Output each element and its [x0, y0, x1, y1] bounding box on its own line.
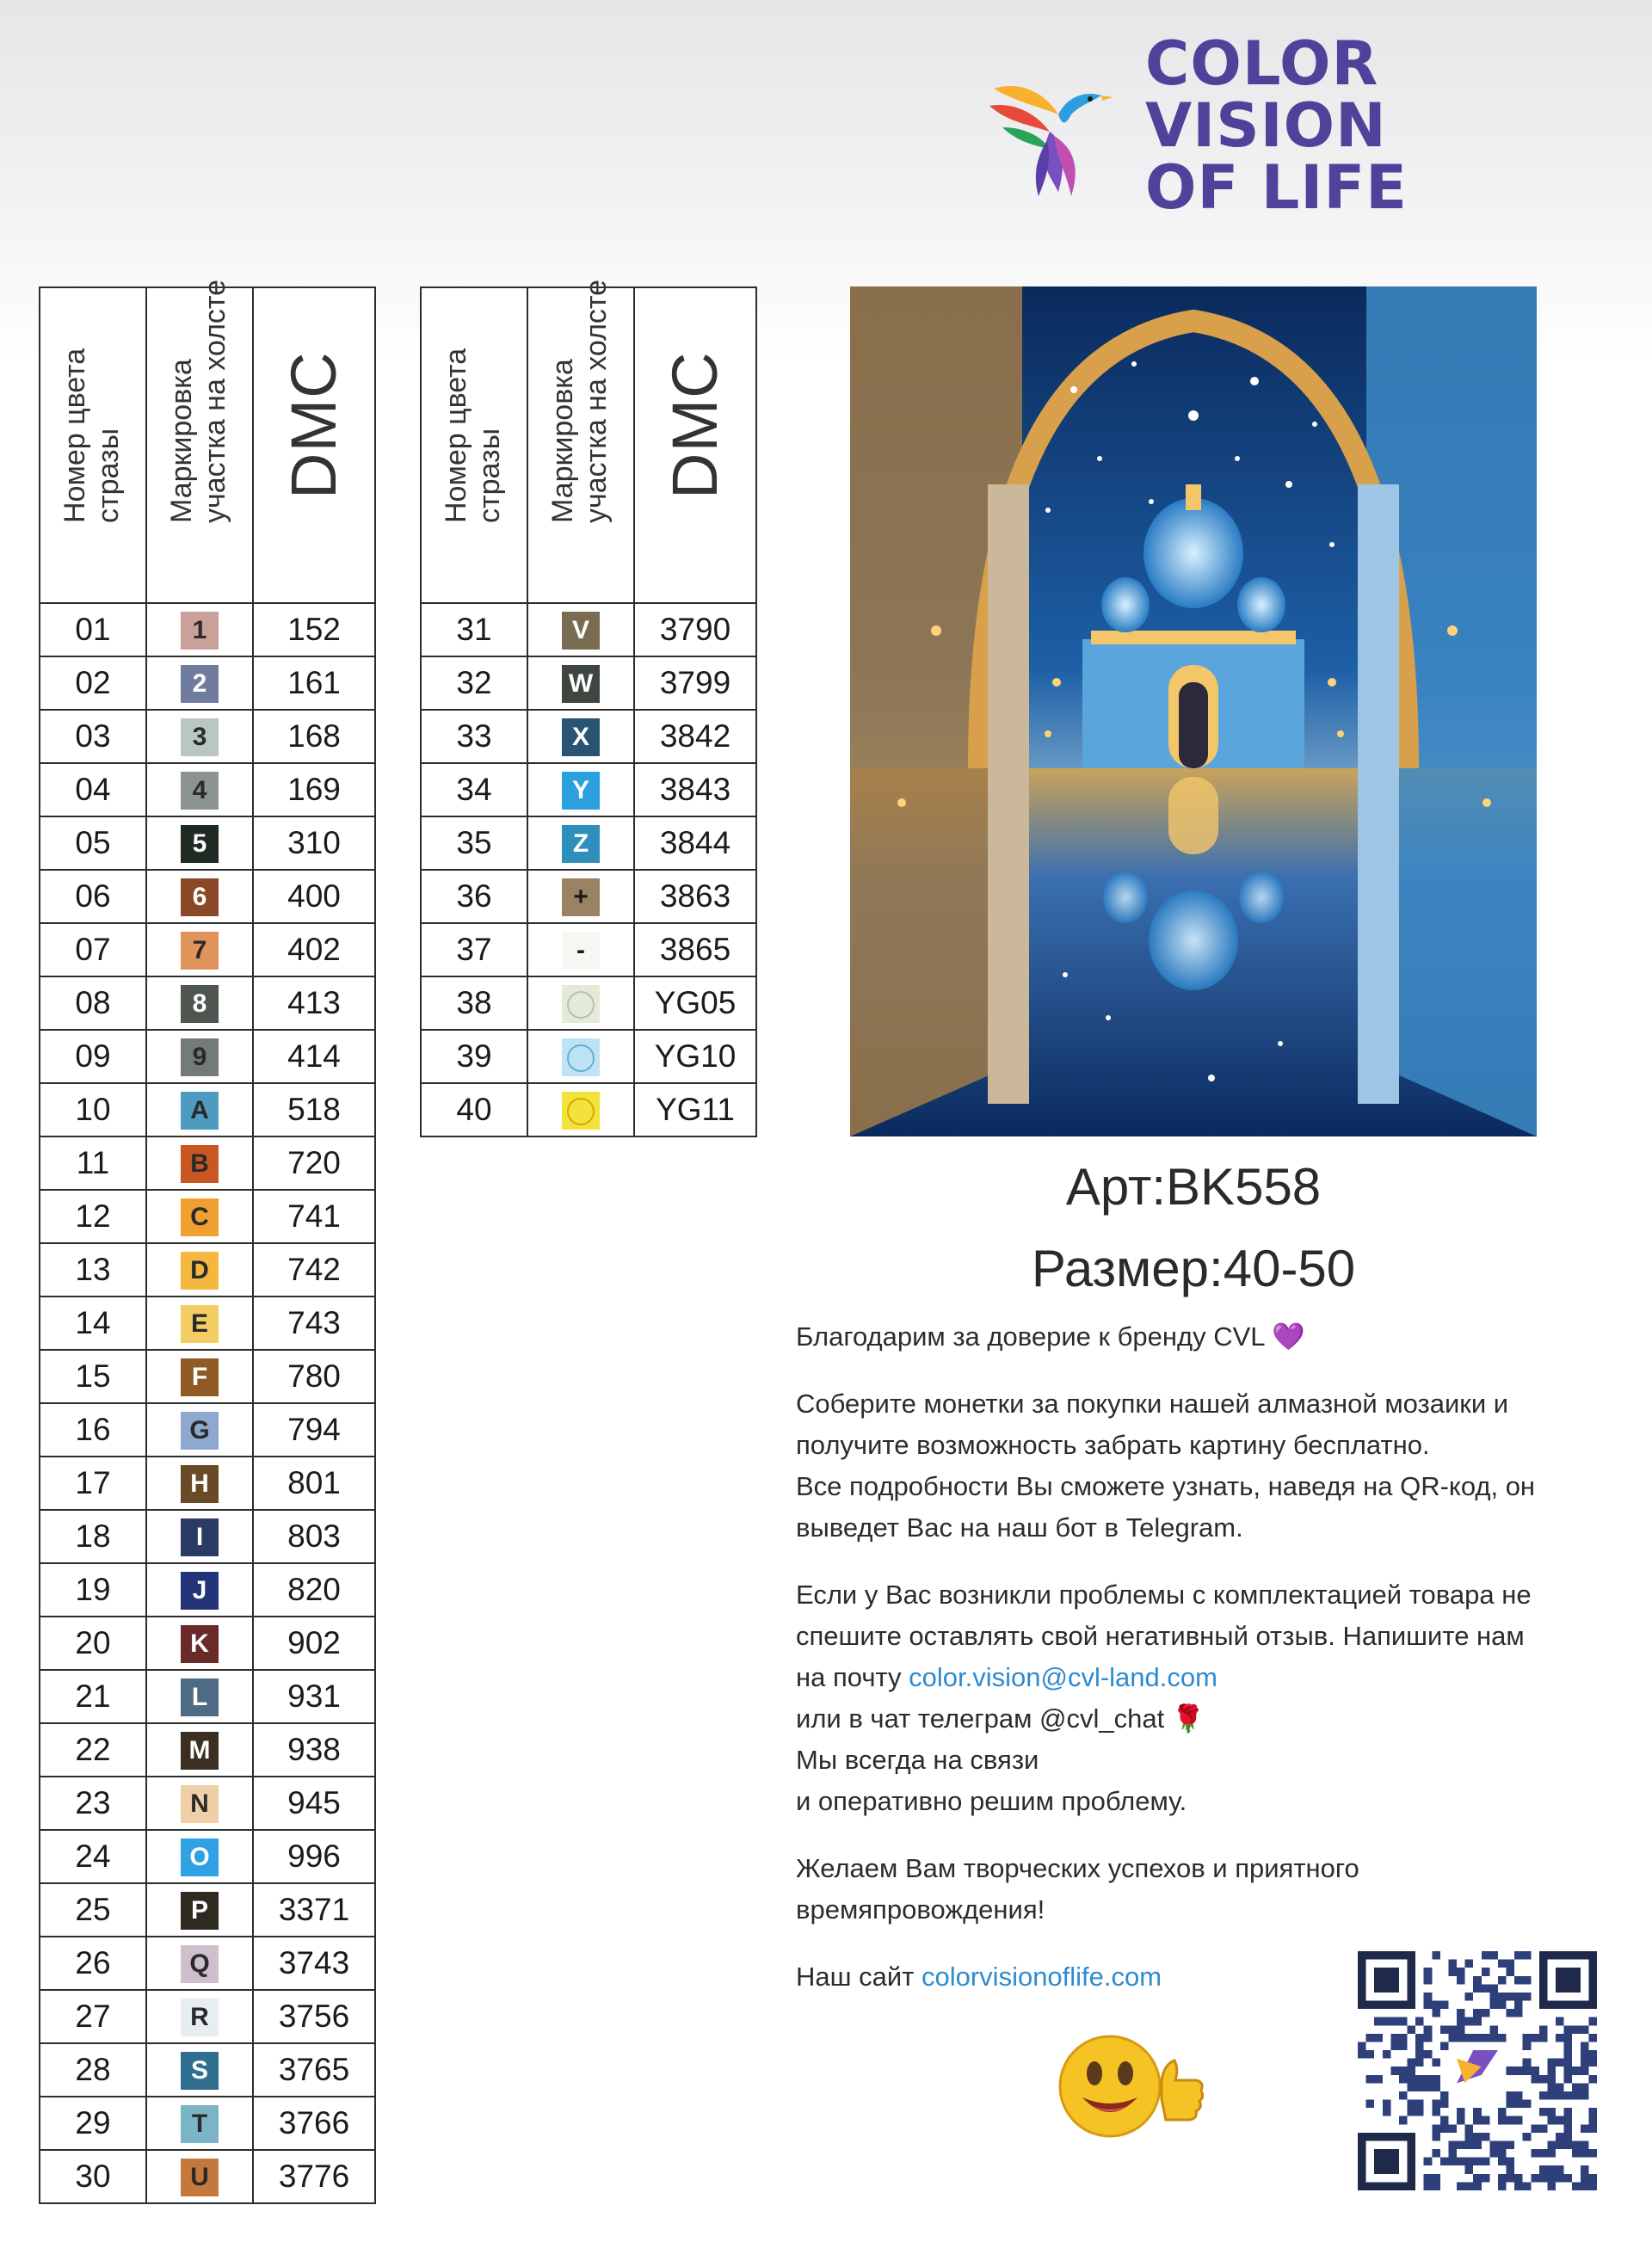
table-row	[40, 870, 375, 923]
color-number: 10	[40, 1083, 146, 1136]
table-row	[40, 1883, 375, 1937]
email-prefix: на почту	[796, 1662, 909, 1692]
color-swatch: D	[181, 1252, 219, 1290]
color-mark-cell	[146, 1883, 253, 1937]
color-number: 17	[40, 1457, 146, 1510]
color-number: 05	[40, 816, 146, 870]
header-mark-line2: участка на холсте	[580, 279, 613, 523]
dmc-code: 801	[253, 1457, 375, 1510]
problem-line-2: спешите оставлять свой негативный отзыв. Напишите нам	[796, 1621, 1525, 1651]
table-row	[40, 1350, 375, 1403]
color-mark-cell	[146, 1670, 253, 1723]
table-row	[421, 710, 756, 763]
dmc-code: YG05	[634, 976, 756, 1030]
color-number: 26	[40, 1937, 146, 1990]
color-swatch: 5	[181, 825, 219, 863]
dmc-code: YG11	[634, 1083, 756, 1136]
table-row	[40, 1083, 375, 1136]
color-mark-cell	[527, 1030, 634, 1083]
brand-line-2: VISION	[1145, 90, 1387, 161]
table-row	[40, 1403, 375, 1457]
color-swatch: -	[562, 932, 600, 970]
color-mark-cell	[146, 2043, 253, 2097]
table-row	[40, 1937, 375, 1990]
color-number: 12	[40, 1190, 146, 1243]
site-link[interactable]: colorvisionoflife.com	[921, 1962, 1162, 1992]
color-swatch: A	[181, 1092, 219, 1130]
dmc-code: 931	[253, 1670, 375, 1723]
color-mark-cell	[527, 710, 634, 763]
color-number: 32	[421, 656, 527, 710]
color-mark-cell	[527, 1083, 634, 1136]
table-row	[40, 1510, 375, 1563]
problem-line-6: и оперативно решим проблему.	[796, 1786, 1187, 1816]
coins-line-1: Соберите монетки за покупки нашей алмазной мозаики и	[796, 1389, 1509, 1419]
color-number: 25	[40, 1883, 146, 1937]
wish-paragraph	[796, 1848, 1605, 1931]
table-row	[421, 603, 756, 656]
table-row	[40, 1136, 375, 1190]
dmc-code: 152	[253, 603, 375, 656]
color-mark-cell	[146, 870, 253, 923]
color-swatch: Y	[562, 772, 600, 810]
color-mark-cell	[146, 1563, 253, 1617]
color-swatch: H	[181, 1465, 219, 1503]
table-row	[40, 710, 375, 763]
color-swatch: L	[181, 1678, 219, 1716]
dmc-code: 169	[253, 763, 375, 816]
color-swatch	[562, 985, 600, 1023]
color-number: 22	[40, 1723, 146, 1777]
dmc-code: 945	[253, 1777, 375, 1830]
circle-symbol-icon	[567, 1044, 595, 1072]
color-number: 24	[40, 1830, 146, 1883]
color-swatch: 8	[181, 985, 219, 1023]
telegram-chat-text: или в чат телеграм @cvl_chat	[796, 1703, 1165, 1734]
problem-line-1: Если у Вас возникли проблемы с комплектацией товара не	[796, 1580, 1532, 1610]
color-swatch: 6	[181, 878, 219, 916]
dmc-code: 3766	[253, 2097, 375, 2150]
smiley-thumbs-up-icon	[1058, 2030, 1213, 2142]
color-swatch: N	[181, 1785, 219, 1823]
color-number: 19	[40, 1563, 146, 1617]
color-mark-cell	[146, 1297, 253, 1350]
circle-symbol-icon	[567, 991, 595, 1019]
color-swatch: Q	[181, 1945, 219, 1983]
color-mark-cell	[527, 923, 634, 976]
color-table-right	[420, 279, 757, 1137]
header-number-line2: стразы	[92, 428, 125, 523]
color-number: 30	[40, 2150, 146, 2203]
color-swatch	[562, 1038, 600, 1076]
table-row	[40, 2097, 375, 2150]
color-swatch: J	[181, 1572, 219, 1610]
dmc-code: 168	[253, 710, 375, 763]
rose-icon: 🌹	[1171, 1703, 1205, 1734]
site-prefix: Наш сайт	[796, 1962, 922, 1992]
color-mark-cell	[146, 1350, 253, 1403]
color-number: 23	[40, 1777, 146, 1830]
color-mark-cell	[146, 1510, 253, 1563]
color-swatch: M	[181, 1732, 219, 1770]
color-mark-cell	[146, 1030, 253, 1083]
dmc-code: 3743	[253, 1937, 375, 1990]
dmc-code: 310	[253, 816, 375, 870]
color-swatch: I	[181, 1518, 219, 1556]
color-number: 36	[421, 870, 527, 923]
coins-line-3: Все подробности Вы сможете узнать, наведя на QR-код, он	[796, 1471, 1536, 1501]
color-number: 29	[40, 2097, 146, 2150]
header-number	[40, 287, 146, 603]
coins-line-2: получите возможность забрать картину бесплатно.	[796, 1430, 1430, 1460]
table-row	[40, 603, 375, 656]
dmc-code: 794	[253, 1403, 375, 1457]
color-mark-cell	[527, 763, 634, 816]
dmc-code: 780	[253, 1350, 375, 1403]
color-number: 27	[40, 1990, 146, 2043]
table-row	[421, 1083, 756, 1136]
table-row	[40, 2043, 375, 2097]
wish-line-1: Желаем Вам творческих успехов и приятного	[796, 1853, 1359, 1883]
color-number: 08	[40, 976, 146, 1030]
color-swatch: 7	[181, 932, 219, 970]
dmc-code: 518	[253, 1083, 375, 1136]
table-row	[40, 1670, 375, 1723]
dmc-code: 3842	[634, 710, 756, 763]
color-table-left	[39, 279, 376, 2204]
table-row	[40, 656, 375, 710]
color-number: 15	[40, 1350, 146, 1403]
header-mark	[527, 279, 634, 603]
color-mark-cell	[146, 1457, 253, 1510]
color-swatch	[562, 1092, 600, 1130]
header-number	[421, 287, 527, 603]
info-text	[796, 1316, 1605, 2023]
color-mark-cell	[146, 1136, 253, 1190]
color-mark-cell	[146, 656, 253, 710]
header-dmc-label: DMC	[278, 351, 349, 499]
color-number: 33	[421, 710, 527, 763]
dmc-code: 3776	[253, 2150, 375, 2203]
bird-logo-icon	[985, 54, 1114, 200]
color-swatch: 9	[181, 1038, 219, 1076]
table-row	[40, 976, 375, 1030]
color-swatch: S	[181, 2052, 219, 2090]
dmc-code: 3865	[634, 923, 756, 976]
dmc-code: 742	[253, 1243, 375, 1297]
dmc-code: 3371	[253, 1883, 375, 1937]
header-dmc	[634, 287, 756, 603]
color-number: 09	[40, 1030, 146, 1083]
header-dmc	[253, 287, 375, 603]
dmc-code: 400	[253, 870, 375, 923]
dmc-code: 996	[253, 1830, 375, 1883]
color-swatch: R	[181, 1999, 219, 2036]
color-number: 31	[421, 603, 527, 656]
table-row	[40, 2150, 375, 2203]
color-swatch: E	[181, 1305, 219, 1343]
dmc-code: 720	[253, 1136, 375, 1190]
dmc-code: 3799	[634, 656, 756, 710]
qr-code-icon[interactable]	[1358, 1951, 1597, 2190]
problem-line-5: Мы всегда на связи	[796, 1745, 1039, 1775]
color-number: 16	[40, 1403, 146, 1457]
color-mark-cell	[146, 2097, 253, 2150]
color-mark-cell	[146, 1617, 253, 1670]
color-mark-cell	[146, 1083, 253, 1136]
dmc-code: 3765	[253, 2043, 375, 2097]
dmc-code: 938	[253, 1723, 375, 1777]
brand-logo	[985, 28, 1408, 223]
table-row	[421, 1030, 756, 1083]
color-swatch: X	[562, 718, 600, 756]
color-number: 39	[421, 1030, 527, 1083]
color-number: 18	[40, 1510, 146, 1563]
dmc-code: 3844	[634, 816, 756, 870]
table-row	[40, 1617, 375, 1670]
table-row	[421, 976, 756, 1030]
color-number: 35	[421, 816, 527, 870]
size-label: Размер:40-50	[1031, 1240, 1356, 1297]
color-swatch: W	[562, 665, 600, 703]
color-swatch: 2	[181, 665, 219, 703]
coins-paragraph	[796, 1383, 1605, 1549]
table-row	[40, 816, 375, 870]
color-number: 07	[40, 923, 146, 976]
color-swatch: 3	[181, 718, 219, 756]
color-number: 06	[40, 870, 146, 923]
color-rows-right	[421, 603, 756, 1136]
color-mark-cell	[527, 870, 634, 923]
table-row	[40, 1030, 375, 1083]
header-dmc-label: DMC	[659, 351, 730, 499]
purple-heart-icon: 💜	[1272, 1321, 1305, 1352]
color-swatch: V	[562, 612, 600, 650]
table-row	[40, 923, 375, 976]
color-number: 28	[40, 2043, 146, 2097]
color-number: 20	[40, 1617, 146, 1670]
color-number: 11	[40, 1136, 146, 1190]
color-mark-cell	[527, 816, 634, 870]
color-swatch: C	[181, 1198, 219, 1236]
color-mark-cell	[146, 1990, 253, 2043]
coins-line-4: выведет Вас на наш бот в Telegram.	[796, 1512, 1243, 1543]
dmc-code: 803	[253, 1510, 375, 1563]
color-rows-left	[40, 603, 375, 2203]
table-row	[421, 763, 756, 816]
dmc-code: 402	[253, 923, 375, 976]
color-mark-cell	[146, 1830, 253, 1883]
wish-line-2: времяпровождения!	[796, 1894, 1045, 1925]
table-row	[40, 1830, 375, 1883]
color-swatch: B	[181, 1145, 219, 1183]
artwork-preview-image	[850, 286, 1537, 1136]
header-number-line1: Номер цвета	[59, 348, 91, 523]
color-number: 01	[40, 603, 146, 656]
color-mark-cell	[146, 763, 253, 816]
color-swatch: 4	[181, 772, 219, 810]
circle-symbol-icon	[567, 1098, 595, 1125]
color-number: 02	[40, 656, 146, 710]
color-mark-cell	[146, 1777, 253, 1830]
header-number-line1: Номер цвета	[440, 348, 472, 523]
table-row	[421, 870, 756, 923]
color-number: 21	[40, 1670, 146, 1723]
dmc-code: 741	[253, 1190, 375, 1243]
thanks-paragraph	[796, 1316, 1605, 1358]
color-mark-cell	[146, 1403, 253, 1457]
color-mark-cell	[527, 603, 634, 656]
header-mark	[146, 279, 253, 603]
problem-paragraph	[796, 1574, 1605, 1822]
color-swatch: O	[181, 1839, 219, 1876]
dmc-code: 161	[253, 656, 375, 710]
table-row	[421, 816, 756, 870]
color-number: 04	[40, 763, 146, 816]
color-mark-cell	[146, 2150, 253, 2203]
color-number: 03	[40, 710, 146, 763]
table-row	[40, 1243, 375, 1297]
color-mark-cell	[146, 923, 253, 976]
table-row	[40, 1457, 375, 1510]
article-number: Арт:BK558	[1065, 1158, 1322, 1216]
color-number: 37	[421, 923, 527, 976]
color-mark-cell	[146, 816, 253, 870]
header-number-line2: стразы	[473, 428, 506, 523]
dmc-code: 3756	[253, 1990, 375, 2043]
color-mark-cell	[146, 1243, 253, 1297]
color-swatch: Z	[562, 825, 600, 863]
dmc-code: 3790	[634, 603, 756, 656]
table-row	[40, 1990, 375, 2043]
brand-line-1: COLOR	[1145, 28, 1379, 99]
color-mark-cell	[527, 976, 634, 1030]
color-mark-cell	[146, 1190, 253, 1243]
dmc-code: 3843	[634, 763, 756, 816]
color-number: 40	[421, 1083, 527, 1136]
color-mark-cell	[146, 1723, 253, 1777]
color-swatch: P	[181, 1892, 219, 1930]
color-mark-cell	[146, 976, 253, 1030]
color-swatch: +	[562, 878, 600, 916]
color-mark-cell	[527, 656, 634, 710]
table-row	[421, 923, 756, 976]
dmc-code: 413	[253, 976, 375, 1030]
color-swatch: U	[181, 2159, 219, 2196]
table-row	[40, 1190, 375, 1243]
dmc-code: 820	[253, 1563, 375, 1617]
color-mark-cell	[146, 603, 253, 656]
header-mark-line2: участка на холсте	[199, 279, 231, 523]
table-row	[40, 1297, 375, 1350]
thanks-text: Благодарим за доверие к бренду CVL	[796, 1321, 1265, 1352]
table-row	[421, 656, 756, 710]
email-link[interactable]: color.vision@cvl-land.com	[909, 1662, 1217, 1692]
table-row	[40, 1723, 375, 1777]
brand-line-3: OF LIFE	[1145, 152, 1408, 223]
header-mark-line1: Маркировка	[165, 359, 198, 523]
color-mark-cell	[146, 710, 253, 763]
header-mark-line1: Маркировка	[546, 359, 579, 523]
color-swatch: 1	[181, 612, 219, 650]
color-number: 13	[40, 1243, 146, 1297]
dmc-code: 902	[253, 1617, 375, 1670]
dmc-code: 743	[253, 1297, 375, 1350]
dmc-code: 414	[253, 1030, 375, 1083]
color-swatch: K	[181, 1625, 219, 1663]
color-number: 14	[40, 1297, 146, 1350]
table-row	[40, 763, 375, 816]
color-mark-cell	[146, 1937, 253, 1990]
dmc-code: YG10	[634, 1030, 756, 1083]
color-swatch: T	[181, 2105, 219, 2143]
table-row	[40, 1563, 375, 1617]
dmc-code: 3863	[634, 870, 756, 923]
color-swatch: F	[181, 1358, 219, 1396]
color-number: 38	[421, 976, 527, 1030]
color-swatch: G	[181, 1412, 219, 1450]
table-row	[40, 1777, 375, 1830]
color-number: 34	[421, 763, 527, 816]
